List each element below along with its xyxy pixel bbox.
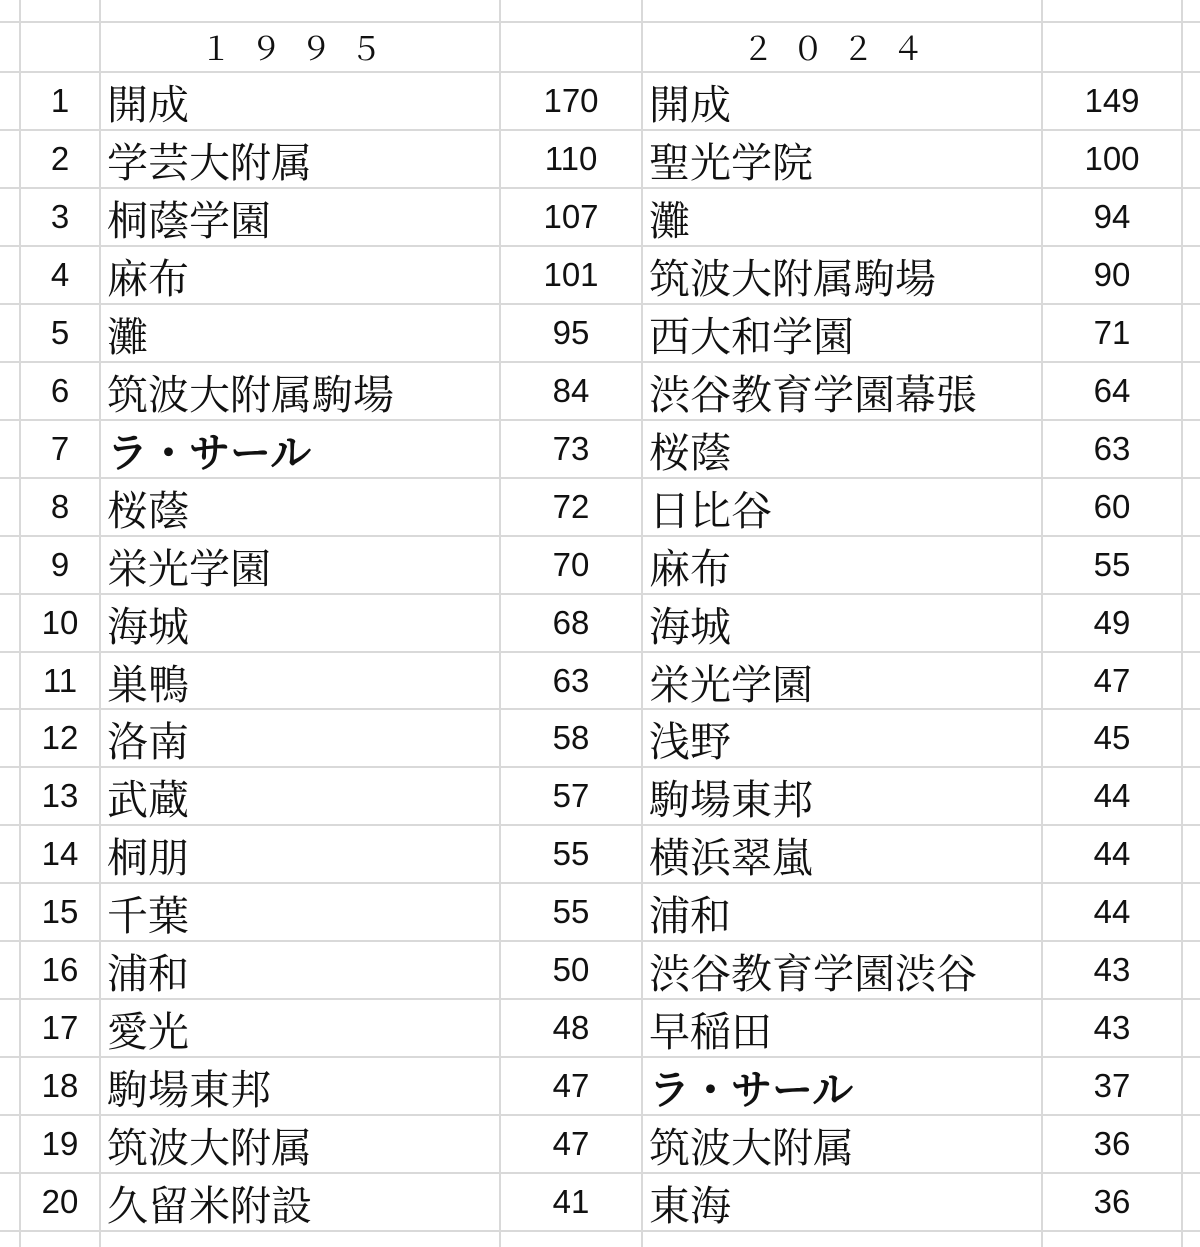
school-2024-cell[interactable]: 浅野 (649, 717, 731, 766)
school-2024-cell[interactable]: 麻布 (649, 544, 731, 593)
school-2024-cell[interactable]: 桜蔭 (649, 428, 731, 477)
school-1995-cell[interactable]: 筑波大附属 (107, 1123, 312, 1172)
rank-cell[interactable]: 6 (50, 372, 70, 409)
count-2024-cell[interactable]: 37 (1093, 1067, 1131, 1104)
count-1995-cell[interactable]: 50 (552, 951, 590, 988)
school-2024-cell[interactable]: 海城 (649, 602, 731, 651)
rank-cell[interactable]: 10 (41, 604, 79, 641)
count-2024-cell[interactable]: 43 (1093, 951, 1131, 988)
count-2024-cell[interactable]: 36 (1093, 1183, 1131, 1220)
count-1995-cell[interactable]: 84 (552, 372, 590, 409)
count-2024-cell[interactable]: 44 (1093, 835, 1131, 872)
school-2024-cell[interactable]: 早稲田 (649, 1007, 772, 1056)
count-1995-cell[interactable]: 41 (552, 1183, 590, 1220)
count-2024-cell[interactable]: 60 (1093, 488, 1131, 525)
school-1995-cell[interactable]: ラ・サール (107, 428, 312, 477)
school-1995-cell[interactable]: 桜蔭 (107, 486, 189, 535)
rank-cell[interactable]: 12 (41, 719, 79, 756)
school-2024-cell[interactable]: 栄光学園 (649, 660, 813, 709)
count-1995-cell[interactable]: 95 (552, 314, 590, 351)
rank-cell[interactable]: 8 (50, 488, 70, 525)
school-2024-cell[interactable]: 筑波大附属駒場 (649, 254, 936, 303)
school-2024-cell[interactable]: 灘 (649, 196, 690, 245)
count-2024-cell[interactable]: 44 (1093, 893, 1131, 930)
count-1995-cell[interactable]: 47 (552, 1067, 590, 1104)
count-2024-cell[interactable]: 45 (1093, 719, 1131, 756)
rank-cell[interactable]: 2 (50, 140, 70, 177)
school-1995-cell[interactable]: 久留米附設 (107, 1181, 312, 1230)
school-1995-cell[interactable]: 開成 (107, 80, 189, 129)
rank-cell[interactable]: 4 (50, 256, 70, 293)
rank-cell[interactable]: 1 (50, 82, 70, 119)
school-1995-cell[interactable]: 駒場東邦 (107, 1065, 271, 1114)
count-2024-cell[interactable]: 47 (1093, 662, 1131, 699)
count-2024-cell[interactable]: 64 (1093, 372, 1131, 409)
rank-cell[interactable]: 19 (41, 1125, 79, 1162)
count-2024-cell[interactable]: 149 (1084, 82, 1140, 119)
count-2024-cell[interactable]: 63 (1093, 430, 1131, 467)
school-1995-cell[interactable]: 愛光 (107, 1007, 189, 1056)
school-1995-cell[interactable]: 千葉 (107, 891, 189, 940)
school-1995-cell[interactable]: 学芸大附属 (107, 138, 312, 187)
count-1995-cell[interactable]: 70 (552, 546, 590, 583)
count-1995-cell[interactable]: 55 (552, 835, 590, 872)
rank-cell[interactable]: 11 (42, 662, 78, 699)
grid-row-line (0, 21, 1200, 23)
school-1995-cell[interactable]: 桐朋 (107, 833, 189, 882)
rank-cell[interactable]: 5 (50, 314, 70, 351)
school-2024-cell[interactable]: 渋谷教育学園渋谷 (649, 949, 977, 998)
school-2024-cell[interactable]: 横浜翠嵐 (649, 833, 813, 882)
school-1995-cell[interactable]: 麻布 (107, 254, 189, 303)
count-2024-cell[interactable]: 100 (1084, 140, 1140, 177)
header-1995[interactable]: １９９５ (199, 30, 400, 68)
school-2024-cell[interactable]: 駒場東邦 (649, 775, 813, 824)
count-1995-cell[interactable]: 101 (543, 256, 599, 293)
count-2024-cell[interactable]: 49 (1093, 604, 1131, 641)
school-2024-cell[interactable]: 浦和 (649, 891, 731, 940)
count-2024-cell[interactable]: 55 (1093, 546, 1131, 583)
rank-cell[interactable]: 3 (50, 198, 70, 235)
school-2024-cell[interactable]: 聖光学院 (649, 138, 813, 187)
school-2024-cell[interactable]: 筑波大附属 (649, 1123, 854, 1172)
rank-cell[interactable]: 13 (41, 777, 79, 814)
school-1995-cell[interactable]: 桐蔭学園 (107, 196, 271, 245)
rank-cell[interactable]: 20 (41, 1183, 79, 1220)
school-1995-cell[interactable]: 武蔵 (107, 775, 189, 824)
header-2024[interactable]: ２０２４ (741, 30, 942, 68)
school-2024-cell[interactable]: 開成 (649, 80, 731, 129)
count-1995-cell[interactable]: 48 (552, 1009, 590, 1046)
count-1995-cell[interactable]: 58 (552, 719, 590, 756)
school-1995-cell[interactable]: 灘 (107, 312, 148, 361)
count-2024-cell[interactable]: 36 (1093, 1125, 1131, 1162)
count-2024-cell[interactable]: 43 (1093, 1009, 1131, 1046)
count-1995-cell[interactable]: 68 (552, 604, 590, 641)
count-2024-cell[interactable]: 44 (1093, 777, 1131, 814)
school-1995-cell[interactable]: 浦和 (107, 949, 189, 998)
rank-cell[interactable]: 17 (41, 1009, 79, 1046)
rank-cell[interactable]: 7 (50, 430, 70, 467)
count-1995-cell[interactable]: 55 (552, 893, 590, 930)
count-2024-cell[interactable]: 94 (1093, 198, 1131, 235)
count-2024-cell[interactable]: 90 (1093, 256, 1131, 293)
school-2024-cell[interactable]: 渋谷教育学園幕張 (649, 370, 977, 419)
count-1995-cell[interactable]: 63 (552, 662, 590, 699)
rank-cell[interactable]: 9 (50, 546, 70, 583)
rank-cell[interactable]: 18 (41, 1067, 79, 1104)
school-1995-cell[interactable]: 筑波大附属駒場 (107, 370, 394, 419)
school-1995-cell[interactable]: 栄光学園 (107, 544, 271, 593)
count-1995-cell[interactable]: 170 (543, 82, 599, 119)
school-1995-cell[interactable]: 海城 (107, 602, 189, 651)
school-2024-cell[interactable]: 東海 (649, 1181, 731, 1230)
rank-cell[interactable]: 16 (41, 951, 79, 988)
count-1995-cell[interactable]: 72 (552, 488, 590, 525)
count-2024-cell[interactable]: 71 (1093, 314, 1131, 351)
school-1995-cell[interactable]: 洛南 (107, 717, 189, 766)
school-1995-cell[interactable]: 巣鴨 (107, 660, 189, 709)
rank-cell[interactable]: 14 (41, 835, 79, 872)
school-2024-cell[interactable]: ラ・サール (649, 1065, 854, 1114)
count-1995-cell[interactable]: 57 (552, 777, 590, 814)
count-1995-cell[interactable]: 73 (552, 430, 590, 467)
count-1995-cell[interactable]: 110 (544, 140, 598, 177)
school-2024-cell[interactable]: 西大和学園 (649, 312, 854, 361)
count-1995-cell[interactable]: 47 (552, 1125, 590, 1162)
rank-cell[interactable]: 15 (41, 893, 79, 930)
count-1995-cell[interactable]: 107 (543, 198, 599, 235)
school-2024-cell[interactable]: 日比谷 (649, 486, 772, 535)
